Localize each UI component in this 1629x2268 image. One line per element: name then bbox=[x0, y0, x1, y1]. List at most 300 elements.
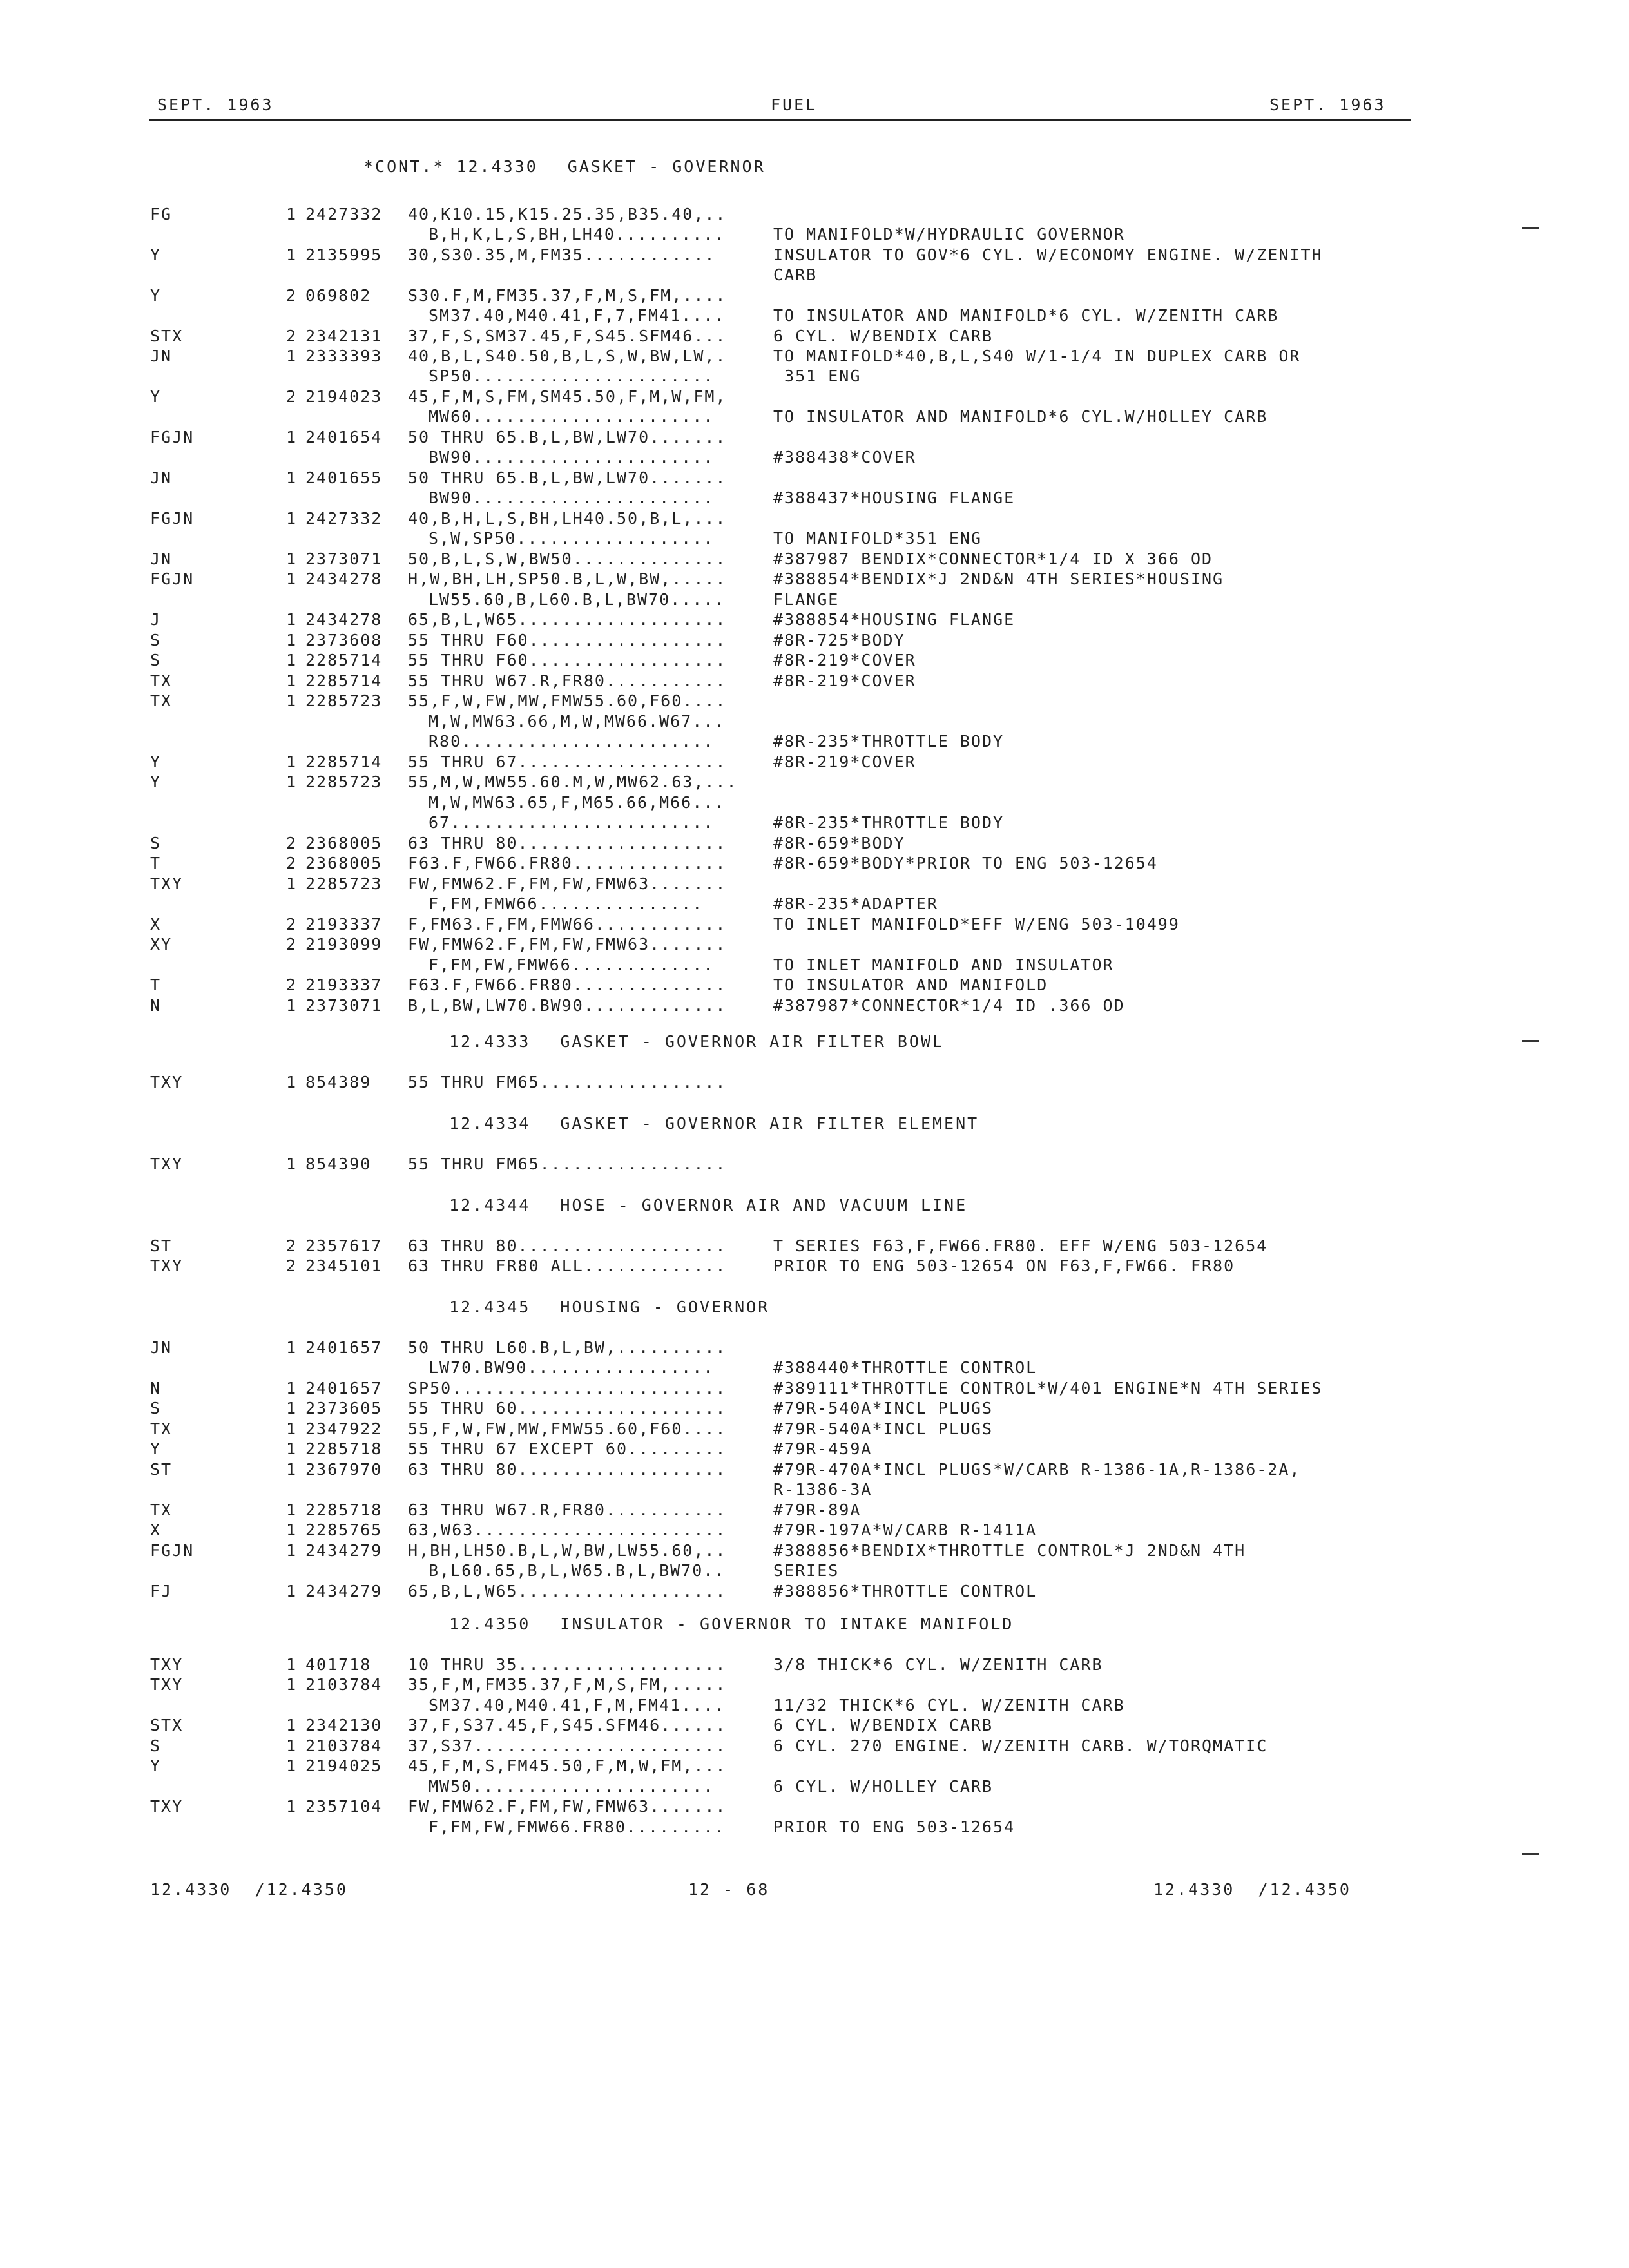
description: TO MANIFOLD*W/HYDRAULIC GOVERNOR bbox=[773, 225, 1125, 244]
model-code: TX bbox=[150, 1501, 173, 1519]
quantity: 1 bbox=[286, 245, 298, 264]
description: #79R-470A*INCL PLUGS*W/CARB R-1386-1A,R-1386-2A, bbox=[773, 1460, 1301, 1479]
list-item bbox=[0, 367, 1629, 386]
application: 50,B,L,S,W,BW50.............. bbox=[408, 550, 727, 568]
footer-page-number: 12 - 68 bbox=[688, 1880, 770, 1899]
description: #8R-219*COVER bbox=[773, 753, 916, 771]
part-number: 2103784 bbox=[305, 1736, 383, 1755]
quantity: 2 bbox=[286, 834, 298, 852]
part-number: 2285714 bbox=[305, 651, 383, 669]
quantity: 1 bbox=[286, 509, 298, 528]
application: 63 THRU W67.R,FR80........... bbox=[408, 1501, 727, 1519]
part-number: 2434278 bbox=[305, 610, 383, 629]
part-number: 2345101 bbox=[305, 1256, 383, 1275]
application: 67........................ bbox=[429, 813, 715, 832]
list-item bbox=[0, 1797, 1629, 1816]
part-number: 2367970 bbox=[305, 1460, 383, 1479]
quantity: 1 bbox=[286, 205, 298, 224]
section-number: 12.4334 bbox=[449, 1114, 531, 1133]
application: F,FM,FW,FMW66............. bbox=[429, 956, 715, 974]
list-item bbox=[0, 327, 1629, 346]
model-code: Y bbox=[150, 286, 162, 305]
list-item bbox=[0, 1675, 1629, 1695]
list-item bbox=[0, 813, 1629, 832]
quantity: 1 bbox=[286, 1439, 298, 1458]
part-number: 2373605 bbox=[305, 1399, 383, 1418]
quantity: 1 bbox=[286, 1675, 298, 1694]
application: F,FM,FW,FMW66.FR80......... bbox=[429, 1818, 726, 1836]
list-item bbox=[0, 732, 1629, 751]
model-code: T bbox=[150, 854, 162, 872]
list-item bbox=[0, 1256, 1629, 1276]
quantity: 1 bbox=[286, 671, 298, 690]
list-item bbox=[0, 651, 1629, 670]
quantity: 1 bbox=[286, 631, 298, 649]
description: #388854*HOUSING FLANGE bbox=[773, 610, 1016, 629]
model-code: TXY bbox=[150, 1797, 184, 1816]
description: 6 CYL. W/HOLLEY CARB bbox=[773, 1777, 994, 1796]
description: #79R-540A*INCL PLUGS bbox=[773, 1399, 994, 1418]
part-number: 2285718 bbox=[305, 1501, 383, 1519]
part-number: 2368005 bbox=[305, 854, 383, 872]
part-number: 069802 bbox=[305, 286, 372, 305]
part-number: 2285718 bbox=[305, 1439, 383, 1458]
section-title: GASKET - GOVERNOR bbox=[567, 157, 766, 176]
description: #79R-459A bbox=[773, 1439, 872, 1458]
part-number: 2427332 bbox=[305, 205, 383, 224]
application: H,BH,LH50.B,L,W,BW,LW55.60,.. bbox=[408, 1541, 727, 1560]
list-item bbox=[0, 631, 1629, 650]
description: #8R-725*BODY bbox=[773, 631, 905, 649]
list-item bbox=[0, 387, 1629, 407]
part-number: 2103784 bbox=[305, 1675, 383, 1694]
part-number: 2285723 bbox=[305, 691, 383, 710]
description: INSULATOR TO GOV*6 CYL. W/ECONOMY ENGINE. W/ZENITH bbox=[773, 245, 1323, 264]
application: SP50......................... bbox=[408, 1379, 727, 1398]
list-item bbox=[0, 1480, 1629, 1499]
application: LW55.60,B,L60.B,L,BW70..... bbox=[429, 590, 726, 609]
quantity: 2 bbox=[286, 1236, 298, 1255]
list-item bbox=[0, 265, 1629, 285]
header-right: SEPT. 1963 bbox=[1269, 95, 1386, 114]
model-code: N bbox=[150, 996, 162, 1015]
quantity: 2 bbox=[286, 854, 298, 872]
description: #388440*THROTTLE CONTROL bbox=[773, 1358, 1037, 1377]
quantity: 2 bbox=[286, 915, 298, 934]
application: 40,B,L,S40.50,B,L,S,W,BW,LW,. bbox=[408, 347, 727, 365]
list-item bbox=[0, 996, 1629, 1015]
part-number: 2434279 bbox=[305, 1582, 383, 1600]
part-number: 2193337 bbox=[305, 915, 383, 934]
application: 63 THRU 80................... bbox=[408, 834, 727, 852]
model-code: JN bbox=[150, 468, 173, 487]
list-item bbox=[0, 245, 1629, 265]
section-title: HOUSING - GOVERNOR bbox=[560, 1298, 770, 1316]
list-item bbox=[0, 956, 1629, 975]
application: F,FM63.F,FM,FMW66............ bbox=[408, 915, 727, 934]
application: M,W,MW63.65,F,M65.66,M66... bbox=[429, 793, 726, 812]
list-item bbox=[0, 347, 1629, 366]
application: 55 THRU FM65................. bbox=[408, 1155, 727, 1173]
application: 55 THRU 67................... bbox=[408, 753, 727, 771]
list-item bbox=[0, 286, 1629, 305]
list-item bbox=[0, 1501, 1629, 1520]
application: F,FM,FMW66............... bbox=[429, 894, 704, 913]
list-item bbox=[0, 610, 1629, 629]
list-item bbox=[0, 1399, 1629, 1418]
model-code: Y bbox=[150, 245, 162, 264]
model-code: X bbox=[150, 1521, 162, 1539]
description: TO INLET MANIFOLD AND INSULATOR bbox=[773, 956, 1114, 974]
model-code: JN bbox=[150, 347, 173, 365]
description: #388854*BENDIX*J 2ND&N 4TH SERIES*HOUSING bbox=[773, 570, 1224, 588]
list-item bbox=[0, 1358, 1629, 1378]
part-number: 2285723 bbox=[305, 874, 383, 893]
list-item bbox=[0, 1736, 1629, 1756]
header-left: SEPT. 1963 bbox=[157, 95, 274, 114]
description: TO INSULATOR AND MANIFOLD bbox=[773, 975, 1048, 994]
description: #8R-659*BODY*PRIOR TO ENG 503-12654 bbox=[773, 854, 1158, 872]
model-code: FGJN bbox=[150, 1541, 195, 1560]
list-item bbox=[0, 793, 1629, 812]
description: 6 CYL. 270 ENGINE. W/ZENITH CARB. W/TORQMATIC bbox=[773, 1736, 1268, 1755]
application: SP50...................... bbox=[429, 367, 715, 385]
application: 37,F,S37.45,F,S45.SFM46...... bbox=[408, 1716, 727, 1735]
quantity: 2 bbox=[286, 387, 298, 406]
application: BW90...................... bbox=[429, 448, 715, 466]
section-title: GASKET - GOVERNOR AIR FILTER BOWL bbox=[560, 1032, 945, 1051]
model-code: TX bbox=[150, 671, 173, 690]
application: MW50...................... bbox=[429, 1777, 715, 1796]
description: CARB bbox=[773, 265, 818, 284]
description: TO MANIFOLD*40,B,L,S40 W/1-1/4 IN DUPLEX CARB OR bbox=[773, 347, 1301, 365]
description: PRIOR TO ENG 503-12654 bbox=[773, 1818, 1016, 1836]
list-item bbox=[0, 306, 1629, 325]
part-number: 2434278 bbox=[305, 570, 383, 588]
description: SERIES bbox=[773, 1561, 840, 1580]
part-number: 2357617 bbox=[305, 1236, 383, 1255]
description: #8R-235*THROTTLE BODY bbox=[773, 732, 1005, 751]
model-code: TXY bbox=[150, 1256, 184, 1275]
description: #388438*COVER bbox=[773, 448, 916, 466]
application: 45,F,M,S,FM,SM45.50,F,M,W,FM, bbox=[408, 387, 727, 406]
application: F63.F,FW66.FR80.............. bbox=[408, 975, 727, 994]
list-item bbox=[0, 488, 1629, 508]
quantity: 1 bbox=[286, 1399, 298, 1418]
model-code: TXY bbox=[150, 1675, 184, 1694]
list-item bbox=[0, 205, 1629, 224]
application: 55,M,W,MW55.60.M,W,MW62.63,... bbox=[408, 773, 738, 791]
description: #387987 BENDIX*CONNECTOR*1/4 ID X 366 OD bbox=[773, 550, 1213, 568]
section-title: INSULATOR - GOVERNOR TO INTAKE MANIFOLD bbox=[560, 1615, 1014, 1633]
list-item bbox=[0, 691, 1629, 711]
model-code: S bbox=[150, 651, 162, 669]
model-code: FGJN bbox=[150, 428, 195, 447]
application: 55 THRU W67.R,FR80........... bbox=[408, 671, 727, 690]
part-number: 2401654 bbox=[305, 428, 383, 447]
quantity: 1 bbox=[286, 1655, 298, 1674]
part-number: 854389 bbox=[305, 1073, 372, 1091]
application: S30.F,M,FM35.37,F,M,S,FM,.... bbox=[408, 286, 727, 305]
quantity: 1 bbox=[286, 1501, 298, 1519]
application: 50 THRU L60.B,L,BW,.......... bbox=[408, 1338, 727, 1357]
part-number: 401718 bbox=[305, 1655, 372, 1674]
part-number: 2333393 bbox=[305, 347, 383, 365]
part-number: 2285723 bbox=[305, 773, 383, 791]
model-code: FJ bbox=[150, 1582, 173, 1600]
list-item bbox=[0, 975, 1629, 995]
section-heading bbox=[449, 1196, 967, 1215]
part-number: 2373071 bbox=[305, 996, 383, 1015]
model-code: STX bbox=[150, 327, 184, 345]
quantity: 1 bbox=[286, 1736, 298, 1755]
list-item bbox=[0, 509, 1629, 528]
description: #387987*CONNECTOR*1/4 ID .366 OD bbox=[773, 996, 1125, 1015]
list-item bbox=[0, 1561, 1629, 1581]
application: 63 THRU 80................... bbox=[408, 1236, 727, 1255]
model-code: TXY bbox=[150, 1155, 184, 1173]
model-code: TXY bbox=[150, 1655, 184, 1674]
part-number: 2434279 bbox=[305, 1541, 383, 1560]
application: 37,S37....................... bbox=[408, 1736, 727, 1755]
description: PRIOR TO ENG 503-12654 ON F63,F,FW66. FR80 bbox=[773, 1256, 1235, 1275]
application: 55 THRU FM65................. bbox=[408, 1073, 727, 1091]
quantity: 1 bbox=[286, 570, 298, 588]
application: 65,B,L,W65................... bbox=[408, 610, 727, 629]
quantity: 1 bbox=[286, 1521, 298, 1539]
application: 63,W63....................... bbox=[408, 1521, 727, 1539]
model-code: Y bbox=[150, 1439, 162, 1458]
list-item bbox=[0, 1716, 1629, 1735]
quantity: 2 bbox=[286, 935, 298, 954]
application: 65,B,L,W65................... bbox=[408, 1582, 727, 1600]
description: #8R-219*COVER bbox=[773, 651, 916, 669]
list-item bbox=[0, 1073, 1629, 1092]
list-item bbox=[0, 1521, 1629, 1540]
model-code: T bbox=[150, 975, 162, 994]
list-item bbox=[0, 225, 1629, 244]
part-number: 2285765 bbox=[305, 1521, 383, 1539]
model-code: TXY bbox=[150, 874, 184, 893]
list-item bbox=[0, 529, 1629, 548]
list-item bbox=[0, 1155, 1629, 1174]
quantity: 2 bbox=[286, 286, 298, 305]
model-code: S bbox=[150, 834, 162, 852]
part-number: 2193337 bbox=[305, 975, 383, 994]
description: T SERIES F63,F,FW66.FR80. EFF W/ENG 503-12654 bbox=[773, 1236, 1268, 1255]
model-code: XY bbox=[150, 935, 173, 954]
model-code: ST bbox=[150, 1460, 173, 1479]
list-item bbox=[0, 915, 1629, 934]
description: 6 CYL. W/BENDIX CARB bbox=[773, 1716, 994, 1735]
model-code: J bbox=[150, 610, 162, 629]
quantity: 1 bbox=[286, 468, 298, 487]
description: #79R-540A*INCL PLUGS bbox=[773, 1419, 994, 1438]
part-number: 2357104 bbox=[305, 1797, 383, 1816]
application: 55 THRU F60.................. bbox=[408, 631, 727, 649]
description: 351 ENG bbox=[773, 367, 862, 385]
margin-mark bbox=[1522, 1040, 1539, 1042]
model-code: FGJN bbox=[150, 570, 195, 588]
margin-mark bbox=[1522, 1853, 1539, 1855]
description: #8R-659*BODY bbox=[773, 834, 905, 852]
list-item bbox=[0, 1655, 1629, 1675]
model-code: ST bbox=[150, 1236, 173, 1255]
list-item bbox=[0, 407, 1629, 427]
margin-mark bbox=[1522, 227, 1539, 229]
list-item bbox=[0, 590, 1629, 610]
description: TO INLET MANIFOLD*EFF W/ENG 503-10499 bbox=[773, 915, 1180, 934]
part-number: 854390 bbox=[305, 1155, 372, 1173]
application: 55 THRU 67 EXCEPT 60......... bbox=[408, 1439, 727, 1458]
description: #8R-235*ADAPTER bbox=[773, 894, 938, 913]
quantity: 1 bbox=[286, 1419, 298, 1438]
application: SM37.40,M40.41,F,7,FM41.... bbox=[429, 306, 726, 325]
application: 50 THRU 65.B,L,BW,LW70....... bbox=[408, 468, 727, 487]
section-heading bbox=[363, 157, 766, 176]
part-number: 2342131 bbox=[305, 327, 383, 345]
model-code: FG bbox=[150, 205, 173, 224]
quantity: 1 bbox=[286, 1716, 298, 1735]
model-code: JN bbox=[150, 550, 173, 568]
application: 55,F,W,FW,MW,FMW55.60,F60.... bbox=[408, 1419, 727, 1438]
quantity: 1 bbox=[286, 773, 298, 791]
application: 30,S30.35,M,FM35............ bbox=[408, 245, 716, 264]
section-title: GASKET - GOVERNOR AIR FILTER ELEMENT bbox=[560, 1114, 979, 1133]
quantity: 1 bbox=[286, 996, 298, 1015]
section-heading bbox=[449, 1114, 979, 1133]
section-number: 12.4344 bbox=[449, 1196, 531, 1215]
application: S,W,SP50.................. bbox=[429, 529, 715, 548]
model-code: JN bbox=[150, 1338, 173, 1357]
description: #79R-197A*W/CARB R-1411A bbox=[773, 1521, 1037, 1539]
quantity: 1 bbox=[286, 1582, 298, 1600]
list-item bbox=[0, 773, 1629, 792]
part-number: 2285714 bbox=[305, 671, 383, 690]
quantity: 1 bbox=[286, 610, 298, 629]
quantity: 1 bbox=[286, 1756, 298, 1775]
description: 11/32 THICK*6 CYL. W/ZENITH CARB bbox=[773, 1696, 1125, 1715]
model-code: TX bbox=[150, 691, 173, 710]
list-item bbox=[0, 1379, 1629, 1398]
header-center: FUEL bbox=[771, 95, 818, 114]
header-rule bbox=[149, 119, 1411, 121]
part-number: 2368005 bbox=[305, 834, 383, 852]
part-number: 2194023 bbox=[305, 387, 383, 406]
application: FW,FMW62.F,FM,FW,FMW63....... bbox=[408, 874, 727, 893]
description: #388856*THROTTLE CONTROL bbox=[773, 1582, 1037, 1600]
list-item bbox=[0, 570, 1629, 589]
list-item bbox=[0, 448, 1629, 467]
description: TO MANIFOLD*351 ENG bbox=[773, 529, 982, 548]
part-number: 2347922 bbox=[305, 1419, 383, 1438]
model-code: Y bbox=[150, 387, 162, 406]
application: 45,F,M,S,FM45.50,F,M,W,FM,... bbox=[408, 1756, 727, 1775]
quantity: 1 bbox=[286, 1541, 298, 1560]
description: #8R-235*THROTTLE BODY bbox=[773, 813, 1005, 832]
application: BW90...................... bbox=[429, 488, 715, 507]
quantity: 1 bbox=[286, 1073, 298, 1091]
section-heading bbox=[449, 1032, 944, 1051]
application: B,L60.65,B,L,W65.B,L,BW70.. bbox=[429, 1561, 726, 1580]
quantity: 1 bbox=[286, 753, 298, 771]
description: TO INSULATOR AND MANIFOLD*6 CYL. W/ZENITH CARB bbox=[773, 306, 1279, 325]
quantity: 1 bbox=[286, 874, 298, 893]
quantity: 1 bbox=[286, 1338, 298, 1357]
list-item bbox=[0, 1338, 1629, 1358]
section-number: *CONT.* 12.4330 bbox=[363, 157, 538, 176]
quantity: 1 bbox=[286, 1797, 298, 1816]
application: 63 THRU 80................... bbox=[408, 1460, 727, 1479]
part-number: 2193099 bbox=[305, 935, 383, 954]
list-item bbox=[0, 1439, 1629, 1459]
list-item bbox=[0, 1818, 1629, 1837]
application: H,W,BH,LH,SP50.B,L,W,BW,..... bbox=[408, 570, 727, 588]
part-number: 2135995 bbox=[305, 245, 383, 264]
model-code: X bbox=[150, 915, 162, 934]
model-code: S bbox=[150, 1736, 162, 1755]
model-code: S bbox=[150, 631, 162, 649]
application: 55 THRU 60................... bbox=[408, 1399, 727, 1418]
list-item bbox=[0, 935, 1629, 954]
quantity: 1 bbox=[286, 651, 298, 669]
description: #79R-89A bbox=[773, 1501, 862, 1519]
list-item bbox=[0, 1460, 1629, 1479]
application: LW70.BW90................. bbox=[429, 1358, 715, 1377]
application: FW,FMW62.F,FM,FW,FMW63....... bbox=[408, 935, 727, 954]
part-number: 2401657 bbox=[305, 1379, 383, 1398]
list-item bbox=[0, 550, 1629, 569]
list-item bbox=[0, 834, 1629, 853]
application: 37,F,S,SM37.45,F,S45.SFM46... bbox=[408, 327, 727, 345]
section-heading bbox=[449, 1298, 769, 1316]
description: #388437*HOUSING FLANGE bbox=[773, 488, 1016, 507]
quantity: 1 bbox=[286, 428, 298, 447]
list-item bbox=[0, 468, 1629, 488]
part-number: 2342130 bbox=[305, 1716, 383, 1735]
description: #388856*BENDIX*THROTTLE CONTROL*J 2ND&N 4TH bbox=[773, 1541, 1246, 1560]
list-item bbox=[0, 1696, 1629, 1715]
description: R-1386-3A bbox=[773, 1480, 872, 1499]
application: B,L,BW,LW70.BW90............. bbox=[408, 996, 727, 1015]
list-item bbox=[0, 753, 1629, 772]
part-number: 2401655 bbox=[305, 468, 383, 487]
application: B,H,K,L,S,BH,LH40.......... bbox=[429, 225, 726, 244]
quantity: 1 bbox=[286, 1379, 298, 1398]
application: F63.F,FW66.FR80.............. bbox=[408, 854, 727, 872]
model-code: FGJN bbox=[150, 509, 195, 528]
list-item bbox=[0, 1419, 1629, 1439]
description: 3/8 THICK*6 CYL. W/ZENITH CARB bbox=[773, 1655, 1103, 1674]
section-number: 12.4345 bbox=[449, 1298, 531, 1316]
application: SM37.40,M40.41,F,M,FM41.... bbox=[429, 1696, 726, 1715]
list-item bbox=[0, 1236, 1629, 1256]
model-code: STX bbox=[150, 1716, 184, 1735]
application: MW60...................... bbox=[429, 407, 715, 426]
description: FLANGE bbox=[773, 590, 840, 609]
application: 55 THRU F60.................. bbox=[408, 651, 727, 669]
model-code: Y bbox=[150, 1756, 162, 1775]
part-number: 2373071 bbox=[305, 550, 383, 568]
list-item bbox=[0, 428, 1629, 447]
section-number: 12.4350 bbox=[449, 1615, 531, 1633]
part-number: 2194025 bbox=[305, 1756, 383, 1775]
list-item bbox=[0, 854, 1629, 873]
quantity: 2 bbox=[286, 1256, 298, 1275]
application: 55,F,W,FW,MW,FMW55.60,F60.... bbox=[408, 691, 727, 710]
model-code: Y bbox=[150, 773, 162, 791]
list-item bbox=[0, 894, 1629, 914]
